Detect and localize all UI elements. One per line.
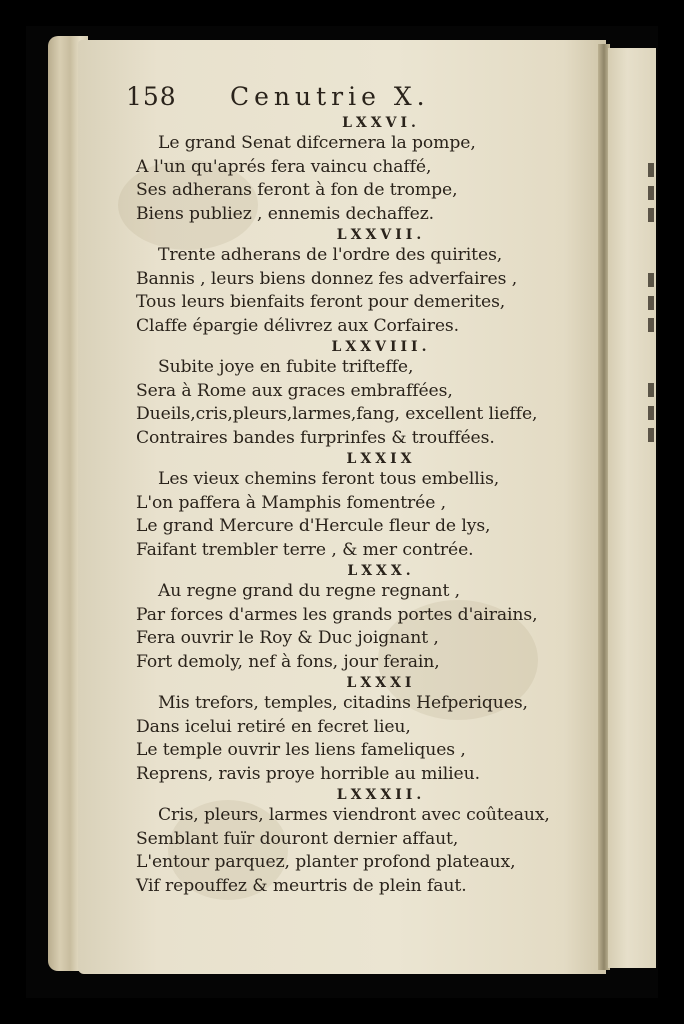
verse-line: Tous leurs bienfaits feront pour demerites, <box>136 292 506 312</box>
verse-line: L'entour parquez, planter profond plateaux, <box>136 852 516 872</box>
verse-line: Fera ouvrir le Roy & Duc joignant , <box>136 628 439 648</box>
verse-line: Les vieux chemins feront tous embellis, <box>158 469 500 489</box>
verse-line: Le temple ouvrir les liens fameliques , <box>136 740 466 760</box>
quatrain-number: LXXX. <box>347 563 415 579</box>
verse-line: Semblant fuïr douront dernier affaut, <box>136 828 459 849</box>
verse-line: Par forces d'armes les grands portes d'airains, <box>136 604 538 625</box>
verse-line: A l'un qu'aprés fera vaincu chaffé, <box>136 156 432 177</box>
verse-line: Biens publiez , ennemis dechaffez. <box>136 203 435 224</box>
verse-line: Sera à Rome aux graces embraffées, <box>136 380 453 401</box>
verse-line: Subite joye en fubite trifteffe, <box>158 357 414 377</box>
quatrain-number: LXXVI. <box>342 115 420 131</box>
verse-line: Vif repouffez & meurtris de plein faut. <box>136 875 467 896</box>
verse-line: Mis trefors, temples, citadins Hefperiques, <box>158 693 528 713</box>
running-title: Cenutrie X. <box>230 82 430 111</box>
verse-line: Au regne grand du regne regnant , <box>158 581 460 601</box>
quatrain-76 <box>136 114 596 226</box>
quatrain-number: LXXVIII. <box>331 339 431 355</box>
running-header <box>126 82 486 114</box>
quatrain-text <box>136 114 596 898</box>
quatrain-number: LXXIX <box>346 451 416 467</box>
quatrain-82 <box>136 786 596 898</box>
quatrain-79 <box>136 450 596 562</box>
verse-line: Faifant trembler terre , & mer contrée. <box>136 539 474 560</box>
verse-line: Le grand Senat difcernera la pompe, <box>158 133 476 153</box>
quatrain-80 <box>136 562 596 674</box>
verse-line: L'on paffera à Mamphis fomentrée , <box>136 492 447 513</box>
verse-line: Reprens, ravis proye horrible au milieu. <box>136 763 480 784</box>
verse-line: Dans icelui retiré en fecret lieu, <box>136 716 411 737</box>
facing-page <box>608 48 656 968</box>
quatrain-number: LXXXII. <box>336 787 426 803</box>
verse-line: Dueils,cris,pleurs,larmes,fang, excellent lieffe, <box>136 404 538 424</box>
verse-line: Bannis , leurs biens donnez fes adverfaires , <box>136 268 518 289</box>
quatrain-number: LXXXI <box>346 675 416 691</box>
verse-line: Le grand Mercure d'Hercule fleur de lys, <box>136 516 491 536</box>
verse-line: Ses adherans feront à fon de trompe, <box>136 180 458 200</box>
quatrain-78 <box>136 338 596 450</box>
quatrain-number: LXXVII. <box>336 227 426 243</box>
verse-line: Fort demoly, nef à fons, jour ferain, <box>136 651 440 672</box>
quatrain-77 <box>136 226 596 338</box>
quatrain-81 <box>136 674 596 786</box>
verse-line: Contraires bandes furprinfes & trouffées. <box>136 427 495 448</box>
page-number: 158 <box>126 82 177 111</box>
verse-line: Cris, pleurs, larmes viendront avec coûteaux, <box>158 805 550 825</box>
verse-line: Trente adherans de l'ordre des quirites, <box>158 245 503 265</box>
verse-line: Claffe épargie délivrez aux Corfaires. <box>136 315 459 336</box>
